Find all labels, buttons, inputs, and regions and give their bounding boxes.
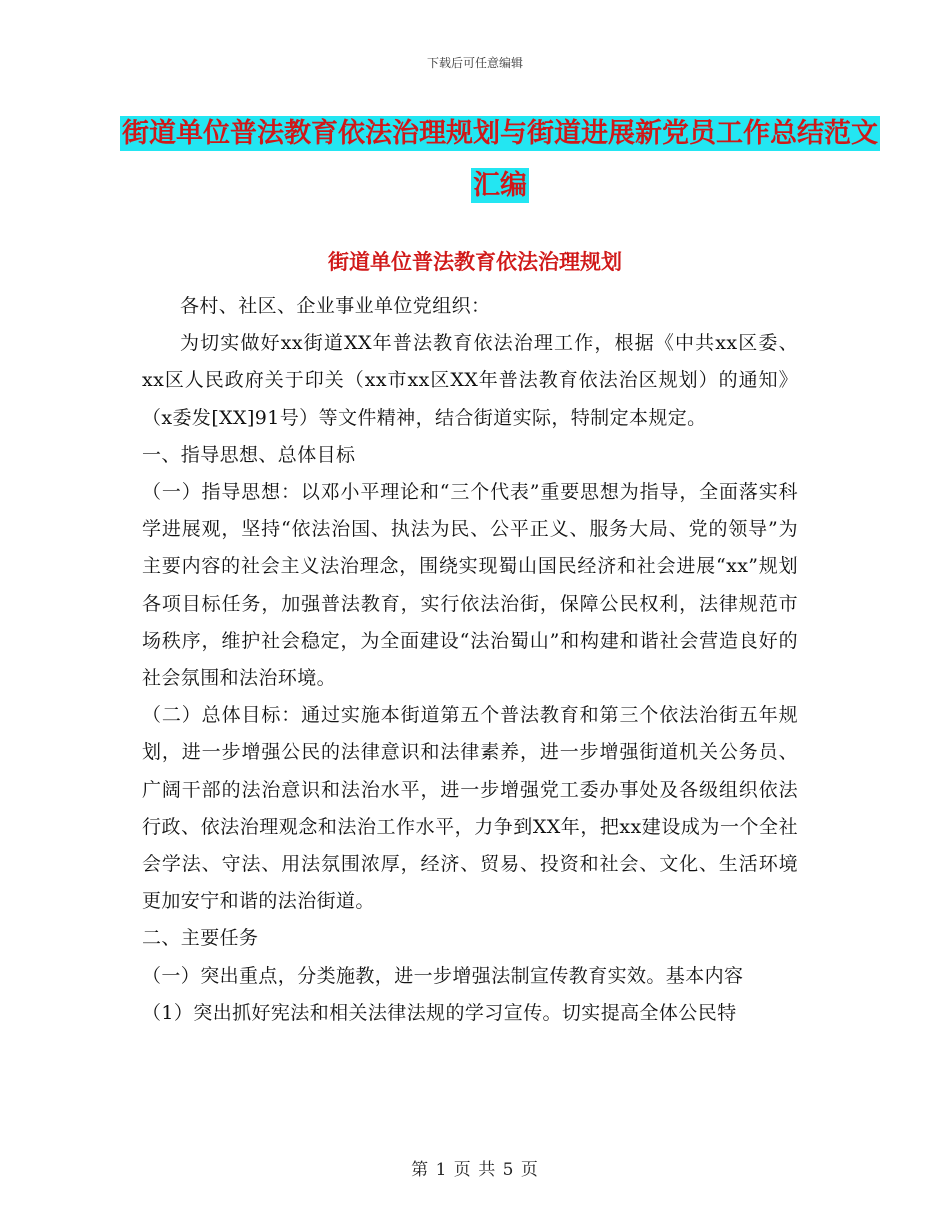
- paragraph-salutation: 各村、社区、企业事业单位党组织：: [180, 295, 491, 317]
- document-title: [120, 108, 880, 212]
- heading-main-tasks: 二、主要任务: [142, 927, 259, 950]
- section-title: 街道单位普法教育依法治理规划: [328, 250, 622, 274]
- paragraph-task-one: （一）突出重点，分类施教，进一步增强法制宣传教育实效。基本内容: [142, 964, 744, 987]
- paragraph-task-one-item-one: （1）突出抓好宪法和相关法律法规的学习宣传。切实提高全体公民特: [142, 1001, 737, 1024]
- page-footer: 第 1 页 共 5 页: [411, 1160, 539, 1180]
- header-note: 下载后可任意编辑: [426, 56, 523, 70]
- paragraph-overall-goal: （二）总体目标：通过实施本街道第五个普法教育和第三个依法治街五年规划，进一步增强公民的法律意识和法律素养，进一步增强街道机关公务员、广阔干部的法治意识和法治水平，进一步增强党工委办事处及各级组织依法行政、依法治理观念和法治工作水平，力争到XX年，把xx建设成为一个全社会学法、守法、用法氛围浓厚，经济、贸易、投资和社会、文化、生活环境更加安宁和谐的法治街道。: [142, 704, 798, 913]
- heading-guiding-thought: 一、指导思想、总体目标: [142, 443, 356, 466]
- document-body: [142, 288, 798, 1032]
- paragraph-intro: 为切实做好xx街道XX年普法教育依法治理工作，根据《中共xx区委、xx区人民政府关于印关（xx市xx区XX年普法教育依法治区规划）的通知》（x委发[XX]91号）等文件精神，结合街道实际，特制定本规定。: [142, 332, 798, 429]
- document-title-text: 街道单位普法教育依法治理规划与街道进展新党员工作总结范文汇编: [122, 118, 878, 201]
- paragraph-guiding-thought: （一）指导思想：以邓小平理论和“三个代表”重要思想为指导，全面落实科学进展观，坚持“依法治国、执法为民、公平正义、服务大局、党的领导”为主要内容的社会主义法治理念，围绕实现蜀山国民经济和社会进展“xx”规划各项目标任务，加强普法教育，实行依法治街，保障公民权利，法律规范市场秩序，维护社会稳定，为全面建设“法治蜀山”和构建和谐社会营造良好的社会氛围和法治环境。: [142, 481, 798, 690]
